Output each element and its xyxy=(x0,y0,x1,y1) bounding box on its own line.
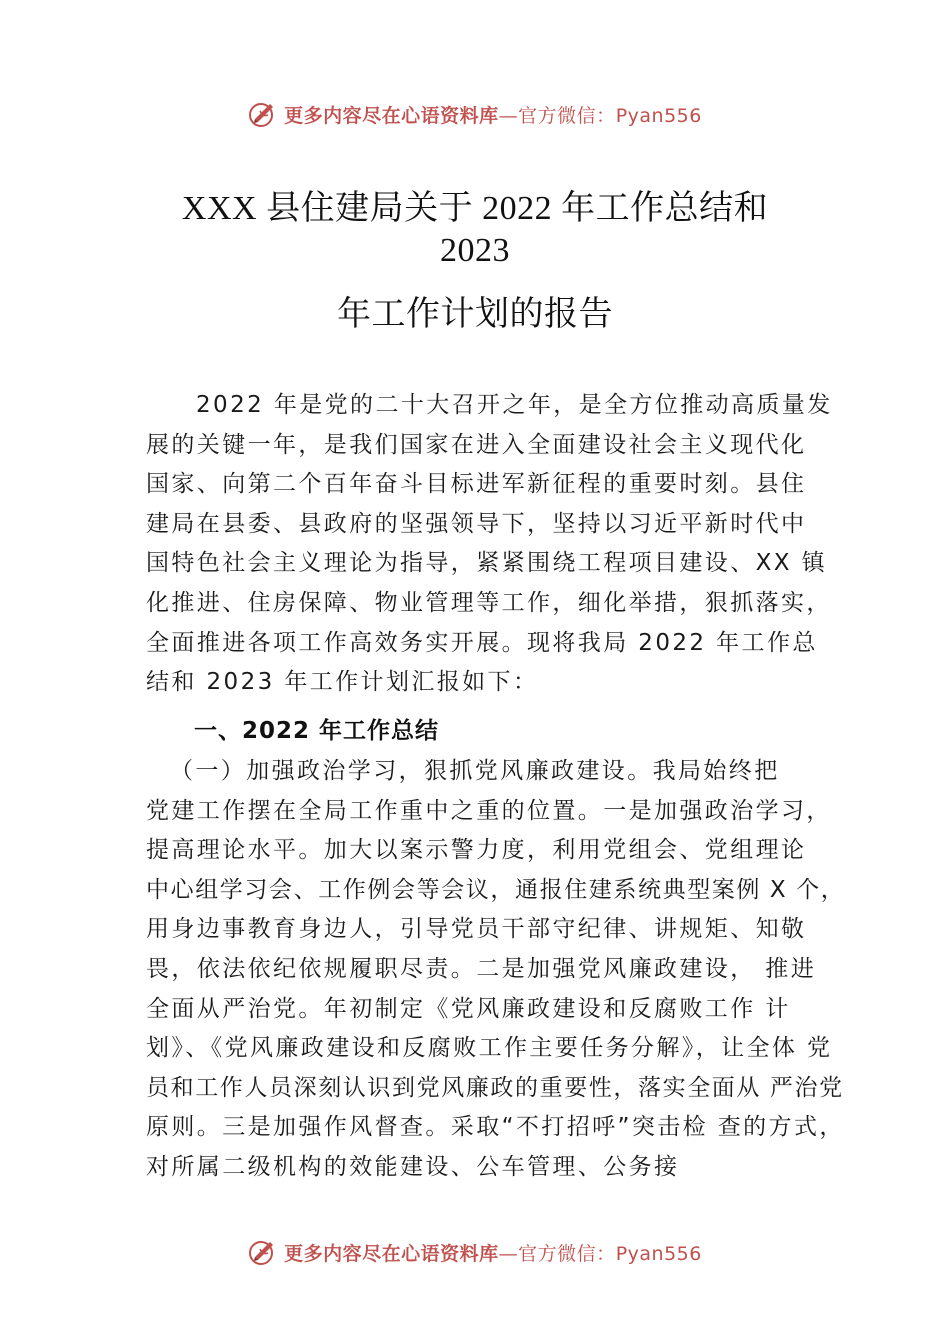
watermark-dash: — xyxy=(498,1242,519,1265)
watermark-text xyxy=(284,101,702,128)
watermark-banner-top xyxy=(0,96,950,132)
body-paragraph-1 xyxy=(146,752,846,1188)
watermark-wechat-id: Pyan556 xyxy=(615,1242,702,1265)
text-line: 国家、向第二个百年奋斗目标进军新征程的重要时刻。县住 xyxy=(146,471,807,498)
text-line: 结和 2023 年工作计划汇报如下： xyxy=(146,669,539,696)
text-line: 全面推进各项工作高效务实开展。现将我局 2022 年工作总 xyxy=(146,629,818,656)
section-heading: 一、2022 年工作总结 xyxy=(194,718,440,744)
text-line: 党建工作摆在全局工作重中之重的位置。一是加强政治学习， xyxy=(146,797,832,824)
text-line: 用身边事教育身边人，引导党员干部守纪律、讲规矩、知敬 xyxy=(146,916,807,943)
document-title-line-2: 2023 xyxy=(440,232,510,269)
watermark-wechat-label: 官方微信： xyxy=(518,104,616,127)
watermark-dash: — xyxy=(498,104,519,127)
text-line: 员和工作人员深刻认识到党风廉政的重要性，落实全面从 严治党 xyxy=(146,1074,844,1101)
text-line: （一）加强政治学习，狠抓党风廉政建设。我局始终把 xyxy=(170,758,780,784)
watermark-brand: 更多内容尽在心语资料库 xyxy=(284,104,499,127)
document-title-line-3: 年工作计划的报告 xyxy=(337,296,613,333)
watermark-wechat-label: 官方微信： xyxy=(518,1242,616,1265)
text-line: 划》、《党风廉政建设和反腐败工作主要任务分解》，让全体 党 xyxy=(146,1035,833,1062)
text-line: 中心组学习会、工作例会等会议，通报住建系统典型案例 X 个， xyxy=(146,876,846,903)
watermark-wechat-id: Pyan556 xyxy=(615,104,702,127)
watermark-text xyxy=(284,1239,702,1266)
watermark-brand: 更多内容尽在心语资料库 xyxy=(284,1242,499,1265)
watermark-banner-bottom xyxy=(0,1234,950,1270)
document-title-line-1: XXX 县住建局关于 2022 年工作总结和 xyxy=(181,190,769,227)
text-line: 国特色社会主义理论为指导，紧紧围绕工程项目建设、XX 镇 xyxy=(146,550,828,577)
text-line: 提高理论水平。加大以案示警力度，利用党组会、党组理论 xyxy=(146,837,807,864)
text-line: 原则。三是加强作风督查。采取“不打招呼”突击检 查的方式， xyxy=(146,1114,845,1141)
text-line: 全面从严治党。年初制定《党风廉政建设和反腐败工作 计 xyxy=(146,995,791,1022)
text-line: 展的关键一年，是我们国家在进入全面建设社会主义现代化 xyxy=(146,431,807,458)
intro-paragraph xyxy=(146,386,836,703)
pen-logo-icon xyxy=(248,99,278,129)
text-line: 化推进、住房保障、物业管理等工作，细化举措，狠抓落实， xyxy=(146,589,832,616)
text-line: 建局在县委、县政府的坚强领导下，坚持以习近平新时代中 xyxy=(146,510,807,537)
text-line: 对所属二级机构的效能建设、公车管理、公务接 xyxy=(146,1153,680,1180)
pen-logo-icon xyxy=(248,1237,278,1267)
text-line: 畏，依法依纪依规履职尽责。二是加强党风廉政建设， 推进 xyxy=(146,955,817,982)
text-line: 2022 年是党的二十大召开之年，是全方位推动高质量发 xyxy=(196,392,833,418)
